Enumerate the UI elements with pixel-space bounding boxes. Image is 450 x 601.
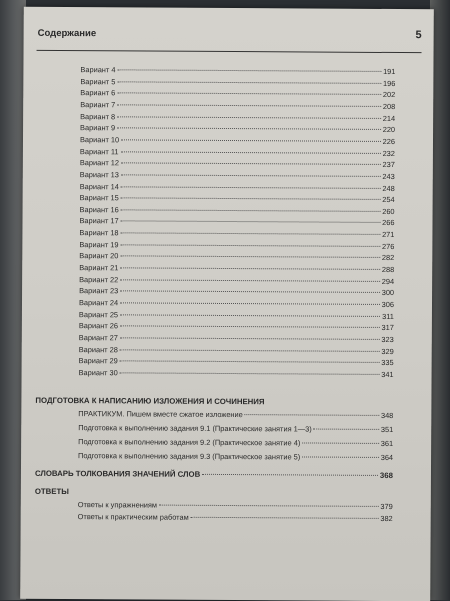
entry-label: Вариант 28 bbox=[78, 344, 118, 354]
entry-page-number: 243 bbox=[382, 171, 395, 181]
toc-entry-variant bbox=[79, 286, 394, 297]
dot-leader bbox=[117, 127, 381, 131]
entry-page-number: 266 bbox=[382, 218, 395, 228]
entry-page-number: 351 bbox=[380, 424, 394, 435]
dot-leader bbox=[117, 115, 381, 119]
dot-leader bbox=[121, 162, 381, 166]
entry-page-number: 368 bbox=[379, 470, 393, 481]
entry-label: Подготовка к выполнению задания 9.3 (Практическое занятие 5) bbox=[78, 451, 301, 462]
toc-entry-variant bbox=[80, 158, 395, 169]
entry-label: Ответы к упражнениям bbox=[77, 500, 158, 510]
dot-leader bbox=[117, 92, 381, 96]
section-title-writing: ПОДГОТОВКА К НАПИСАНИЮ ИЗЛОЖЕНИЯ И СОЧИНЕНИЯ bbox=[35, 395, 265, 407]
entry-label: Вариант 10 bbox=[79, 134, 120, 145]
toc-entry-dictionary bbox=[35, 469, 393, 480]
toc-entry-variant bbox=[80, 77, 395, 88]
entry-page-number: 248 bbox=[382, 183, 395, 193]
header-page-number: 5 bbox=[415, 29, 422, 42]
toc-entry-writing bbox=[78, 437, 393, 448]
toc-entry-variant bbox=[79, 217, 394, 228]
entry-label: Вариант 17 bbox=[79, 216, 119, 226]
entry-label: Вариант 14 bbox=[79, 181, 119, 191]
entry-page-number: 220 bbox=[382, 125, 396, 135]
entry-label: Вариант 18 bbox=[79, 228, 119, 238]
entry-page-number: 196 bbox=[382, 78, 396, 88]
entry-page-number: 306 bbox=[381, 299, 395, 310]
dot-leader bbox=[117, 103, 381, 107]
dot-leader bbox=[120, 266, 380, 270]
dot-leader bbox=[121, 231, 381, 235]
entry-label: Вариант 13 bbox=[79, 169, 119, 180]
section-title-answers: ОТВЕТЫ bbox=[34, 486, 69, 497]
dot-leader bbox=[121, 208, 381, 212]
header-rule bbox=[37, 50, 422, 53]
dot-leader bbox=[117, 68, 381, 72]
dot-leader bbox=[120, 290, 380, 294]
entry-page-number: 271 bbox=[382, 230, 395, 240]
entry-label: Вариант 20 bbox=[79, 251, 119, 261]
entry-label: Вариант 22 bbox=[79, 274, 119, 285]
toc-entry-variant bbox=[80, 65, 395, 76]
toc-entry-variant bbox=[79, 263, 394, 274]
toc-entry-variant bbox=[79, 275, 394, 286]
entry-page-number: 191 bbox=[383, 66, 396, 77]
toc-entry-variant bbox=[79, 333, 394, 344]
toc-entry-writing bbox=[78, 423, 393, 434]
dot-leader bbox=[120, 313, 380, 317]
header-title: Содержание bbox=[37, 27, 97, 40]
dot-leader bbox=[120, 325, 380, 329]
entry-page-number: 300 bbox=[381, 288, 395, 298]
entry-page-number: 311 bbox=[382, 311, 394, 321]
entry-label: Вариант 9 bbox=[80, 123, 116, 133]
dot-leader bbox=[120, 348, 380, 352]
dot-leader bbox=[121, 150, 381, 154]
toc-entry-answers bbox=[78, 512, 393, 523]
entry-page-number: 294 bbox=[381, 276, 395, 286]
entry-page-number: 341 bbox=[381, 369, 394, 379]
dot-leader bbox=[302, 441, 379, 443]
dot-leader bbox=[120, 255, 380, 259]
running-header bbox=[38, 27, 422, 41]
entry-page-number: 208 bbox=[382, 101, 396, 111]
entry-label: Вариант 25 bbox=[78, 309, 119, 319]
entry-label: Вариант 21 bbox=[79, 263, 119, 273]
entry-label: ПРАКТИКУМ. Пишем вместе сжатое изложение bbox=[78, 409, 243, 420]
dot-leader bbox=[121, 196, 381, 200]
entry-page-number: 335 bbox=[381, 358, 394, 368]
entry-label: Вариант 6 bbox=[80, 88, 116, 98]
entry-label: Вариант 30 bbox=[78, 367, 118, 378]
entry-label: Подготовка к выполнению задания 9.1 (Практические занятия 1—3) bbox=[78, 423, 312, 434]
entry-page-number: 202 bbox=[382, 90, 396, 100]
dot-leader bbox=[120, 243, 380, 247]
entry-page-number: 317 bbox=[381, 323, 394, 333]
toc-entry-answers bbox=[78, 500, 393, 511]
toc-entry-writing bbox=[78, 409, 393, 420]
toc-entry-variant bbox=[79, 298, 394, 309]
toc-entry-variant bbox=[79, 321, 394, 332]
toc-entry-variant bbox=[80, 123, 395, 134]
toc-entry-variant bbox=[80, 193, 395, 204]
dot-leader bbox=[121, 185, 381, 189]
entry-page-number: 382 bbox=[380, 513, 393, 524]
entry-label: СЛОВАРЬ ТОЛКОВАНИЯ ЗНАЧЕНИЙ СЛОВ bbox=[34, 468, 201, 479]
toc-entry-variant bbox=[80, 100, 395, 111]
toc-entry-variant bbox=[79, 228, 394, 239]
entry-label: Подготовка к выполнению задания 9.2 (Практическое занятие 4) bbox=[78, 437, 301, 448]
entry-page-number: 364 bbox=[380, 452, 394, 463]
entry-page-number: 323 bbox=[381, 334, 394, 344]
dot-leader bbox=[121, 138, 381, 142]
entry-page-number: 254 bbox=[382, 195, 395, 205]
toc-entry-variant bbox=[80, 205, 395, 216]
book-page bbox=[20, 7, 434, 601]
toc-entry-variant bbox=[79, 345, 394, 356]
toc-entry-variant bbox=[79, 368, 394, 379]
entry-page-number: 348 bbox=[380, 410, 394, 421]
entry-label: Вариант 16 bbox=[79, 204, 119, 215]
toc-entry-variant bbox=[80, 88, 395, 99]
toc-entry-variant bbox=[80, 135, 395, 146]
toc-entry-variant bbox=[79, 356, 394, 367]
toc-entry-variant bbox=[79, 251, 394, 262]
dot-leader bbox=[117, 80, 381, 84]
entry-label: Вариант 5 bbox=[80, 76, 116, 86]
toc-entry-writing bbox=[78, 451, 393, 462]
toc-entry-variant bbox=[80, 170, 395, 181]
dot-leader bbox=[202, 473, 378, 476]
entry-page-number: 226 bbox=[382, 136, 396, 146]
entry-label: Вариант 26 bbox=[78, 321, 119, 331]
entry-label: Вариант 7 bbox=[80, 100, 116, 110]
toc-entry-variant bbox=[79, 310, 394, 321]
dot-leader bbox=[120, 371, 380, 375]
toc-entry-variant bbox=[80, 182, 395, 193]
entry-page-number: 361 bbox=[380, 438, 394, 449]
entry-page-number: 282 bbox=[381, 253, 395, 263]
entry-page-number: 237 bbox=[382, 160, 395, 170]
dot-leader bbox=[121, 220, 381, 224]
entry-label: Ответы к практическим работам bbox=[77, 512, 189, 522]
entry-label: Вариант 8 bbox=[80, 111, 116, 121]
entry-label: Вариант 15 bbox=[79, 193, 119, 203]
toc-entry-variant bbox=[79, 240, 394, 251]
entry-page-number: 276 bbox=[381, 241, 395, 251]
dot-leader bbox=[191, 516, 379, 519]
dot-leader bbox=[159, 504, 378, 507]
dot-leader bbox=[120, 301, 380, 305]
entry-label: Вариант 4 bbox=[80, 65, 116, 75]
dot-leader bbox=[314, 428, 379, 430]
entry-label: Вариант 19 bbox=[79, 239, 119, 250]
entry-label: Вариант 29 bbox=[78, 356, 118, 366]
dot-leader bbox=[120, 360, 380, 364]
dot-leader bbox=[120, 336, 380, 340]
dot-leader bbox=[121, 173, 381, 177]
dot-leader bbox=[120, 278, 380, 282]
dot-leader bbox=[302, 455, 379, 457]
entry-page-number: 288 bbox=[381, 264, 395, 275]
entry-label: Вариант 23 bbox=[79, 286, 119, 296]
entry-page-number: 260 bbox=[382, 206, 395, 216]
entry-page-number: 232 bbox=[382, 148, 395, 158]
entry-page-number: 379 bbox=[380, 501, 393, 512]
entry-label: Вариант 11 bbox=[79, 146, 119, 156]
entry-page-number: 329 bbox=[381, 346, 394, 356]
toc-entry-variant bbox=[80, 112, 395, 123]
entry-label: Вариант 24 bbox=[78, 298, 119, 308]
entry-label: Вариант 27 bbox=[78, 333, 118, 343]
entry-label: Вариант 12 bbox=[79, 158, 120, 168]
dot-leader bbox=[245, 413, 379, 416]
entry-page-number: 214 bbox=[382, 113, 396, 123]
toc-entry-variant bbox=[80, 147, 395, 158]
